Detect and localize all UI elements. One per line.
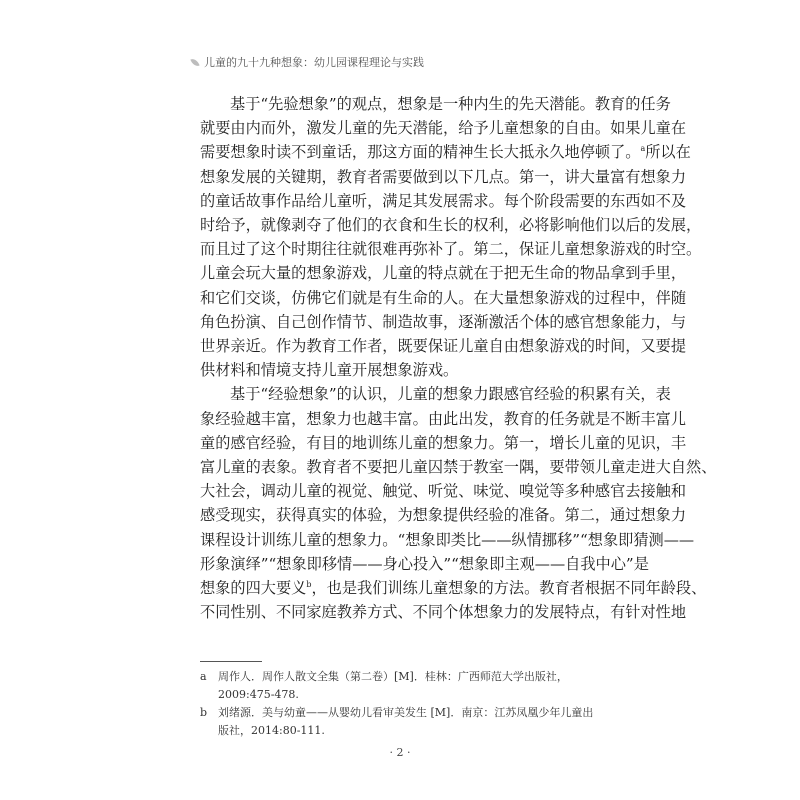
footnote-marker: b bbox=[200, 706, 208, 719]
text-line: 角色扮演、自己创作情节、制造故事，逐渐激活个体的感官想象能力，与 bbox=[200, 312, 686, 331]
footnote-b bbox=[200, 704, 604, 740]
text-line: 大社会，调动儿童的视觉、触觉、听觉、味觉、嗅觉等多种感官去接触和 bbox=[200, 482, 686, 501]
text-line: 的童话故事作品给儿童听，满足其发展需求。每个阶段需要的东西如不及 bbox=[200, 191, 686, 210]
text-line: 时给予，就像剥夺了他们的衣食和生长的权利，必将影响他们以后的发展， bbox=[200, 216, 702, 235]
body-text bbox=[200, 92, 717, 624]
text-line: 象经验越丰富，想象力也越丰富。由此出发，教育的任务就是不断丰富儿 bbox=[200, 409, 686, 428]
text-line: 世界亲近。作为教育工作者，既要保证儿童自由想象游戏的时间，又要提 bbox=[200, 337, 686, 356]
text-line: 童的感官经验，有目的地训练儿童的想象力。第一，增长儿童的见识，丰 bbox=[200, 433, 686, 452]
footnote-a bbox=[200, 668, 604, 704]
text-line: 和它们交谈，仿佛它们就是有生命的人。在大量想象游戏的过程中，伴随 bbox=[200, 288, 686, 307]
text-line: 供材料和情境支持儿童开展想象游戏。 bbox=[200, 361, 459, 380]
book-title: 儿童的九十九种想象：幼儿园课程理论与实践 bbox=[204, 56, 424, 69]
text-line: 富儿童的表象。教育者不要把儿童囚禁于教室一隅，要带领儿童走进大自然、 bbox=[200, 458, 717, 477]
running-header bbox=[192, 54, 424, 70]
text-line: 感受现实，获得真实的体验，为想象提供经验的准备。第二，通过想象力 bbox=[200, 506, 686, 525]
text-line: 需要想象时读不到童话，那这方面的精神生长大抵永久地停顿了。$^a$所以在 bbox=[200, 143, 691, 162]
text-line: 就要由内而外，激发儿童的先天潜能，给予儿童想象的自由。如果儿童在 bbox=[200, 119, 686, 138]
text-line: 想象的四大要义$^b$，也是我们训练儿童想象的方法。教育者根据不同年龄段、 bbox=[200, 579, 707, 598]
text-line: 想象发展的关键期，教育者需要做到以下几点。第一，讲大量富有想象力 bbox=[200, 167, 686, 186]
footnote-marker: a bbox=[200, 670, 207, 683]
footnote-text: 周作人．周作人散文全集（第二卷）[M]．桂林：广西师范大学出版社，2009:475-478. bbox=[218, 670, 568, 701]
text-line: 儿童会玩大量的想象游戏，儿童的特点就在于把无生命的物品拿到手里， bbox=[200, 264, 686, 283]
text-line: 基于“经验想象”的认识，儿童的想象力跟感官经验的积累有关，表 bbox=[230, 385, 671, 404]
footnote-ref-b[interactable]: b bbox=[306, 580, 312, 589]
footnote-text: 刘绪源．美与幼童——从婴幼儿看审美发生 [M]．南京：江苏凤凰少年儿童出版社，2014:80-111. bbox=[218, 706, 594, 737]
text-line: 形象演绎”“想象即移情——身心投入”“想象即主观——自我中心”是 bbox=[200, 554, 649, 573]
footnote-divider bbox=[200, 661, 262, 662]
leaf-icon bbox=[190, 57, 199, 68]
text-line: 而且过了这个时期往往就很难再弥补了。第二，保证儿童想象游戏的时空。 bbox=[200, 240, 702, 259]
page-number: · 2 · bbox=[389, 746, 411, 759]
footnotes bbox=[200, 668, 604, 740]
footnote-ref-a[interactable]: a bbox=[640, 144, 646, 154]
text-line: 课程设计训练儿童的想象力。“想象即类比——纵情挪移”“想象即猜测—— bbox=[200, 530, 695, 549]
text-line: 基于“先验想象”的观点，想象是一种内生的先天潜能。教育的任务 bbox=[230, 95, 671, 113]
text-line: 不同性别、不同家庭教养方式、不同个体想象力的发展特点，有针对性地 bbox=[200, 603, 686, 622]
